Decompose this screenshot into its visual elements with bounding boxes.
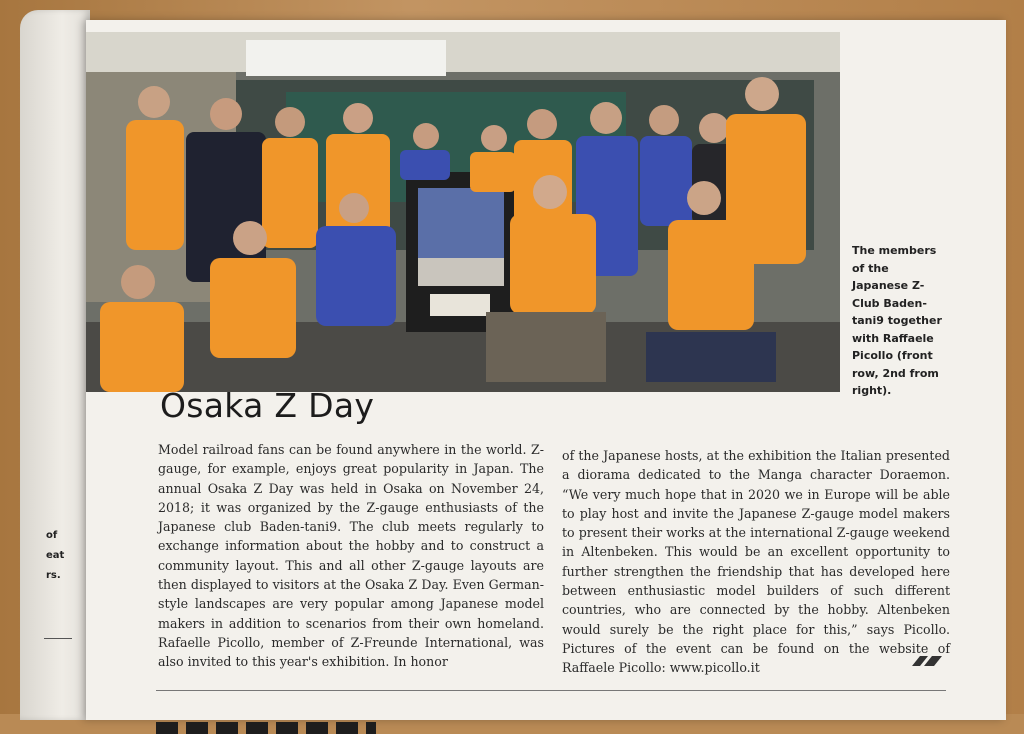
article-column-left xyxy=(158,440,544,672)
previous-page-text-fragment: eat xyxy=(46,550,65,561)
next-article-heading-cropped xyxy=(156,704,386,734)
previous-page-text-fragment: of xyxy=(46,530,58,541)
group-photo-illustration xyxy=(86,32,840,392)
article-end-mark-icon xyxy=(908,656,944,666)
magazine-page xyxy=(86,20,1006,720)
previous-page-text-fragment: rs. xyxy=(46,570,61,581)
photo-caption: The members of the Japanese Z-Club Baden-tani9 together with Raffaele Picollo (front row, 2nd from right). xyxy=(852,244,942,397)
previous-page-edge xyxy=(20,10,90,720)
article-title: Osaka Z Day xyxy=(160,386,375,425)
article-column-right xyxy=(562,446,950,678)
section-divider xyxy=(156,690,946,691)
article-paragraph: Model railroad fans can be found anywhere in the world. Z-gauge, for example, enjoys great popularity in Japan. The annual Osaka Z Day was held in Osaka on November 24, 2018; it was organized by the Z-gauge enthusiasts of the Japanese club Baden-tani9. The club meets regularly to exchange information about the hobby and to construct a community layout. This and all other Z-gauge layouts are then displayed to visitors at the Osaka Z Day. Even German-style landscapes are very popular among Japanese model makers in addition to scenarios from their own homeland. Rafaelle Picollo, member of Z-Freunde International, was also invited to this year's exhibition. In honor xyxy=(158,442,544,670)
group-photo xyxy=(86,32,840,392)
previous-page-rule xyxy=(44,638,72,639)
article-paragraph: of the Japanese hosts, at the exhibition the Italian presented a diorama dedicated to the Manga character Doraemon. “We very much hope that in 2020 we in Europe will be able to play host and invite the Japanese Z-gauge model makers to present their works at the international Z-gauge weekend in Altenbeken. This would be an excellent opportunity to further strengthen the friendship that has developed here between enthusiastic model builders of such different countries, who are connected by the hobby. Altenbeken would surely be the right place for this,” says Picollo. Pictures of the event can be found on the website of Raffaele Picollo: www.picollo.it xyxy=(562,448,950,676)
